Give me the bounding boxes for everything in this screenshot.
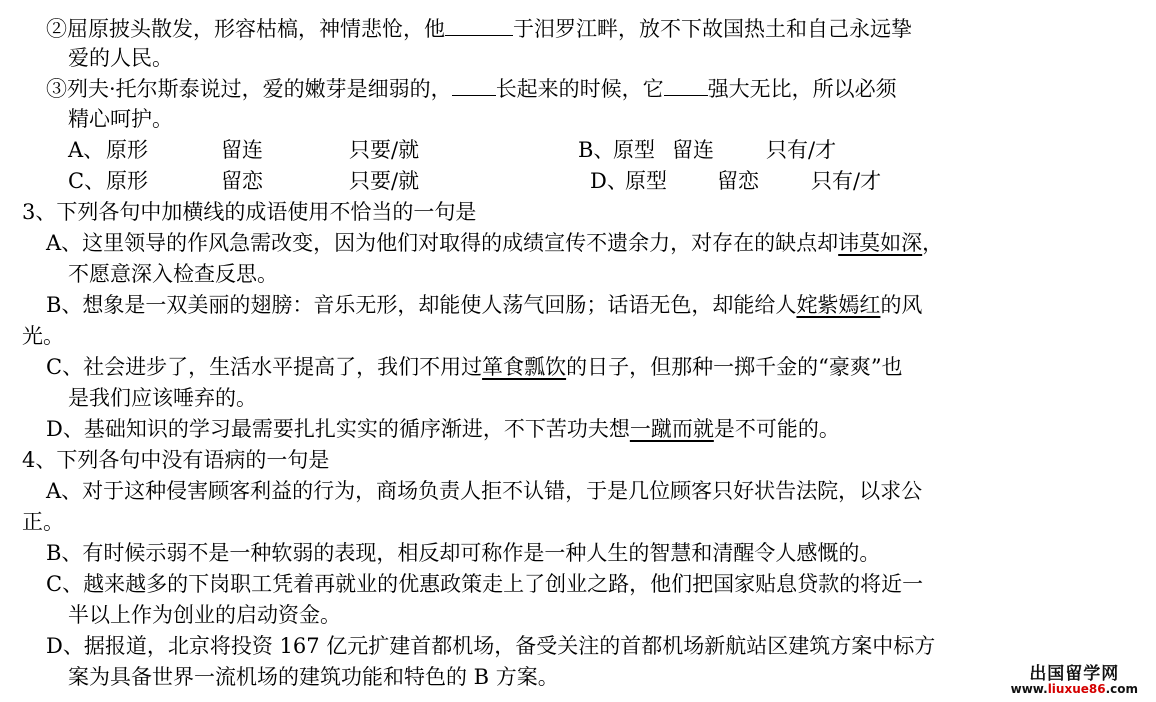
- item-number: ②: [46, 17, 67, 41]
- q3-option-c-line2: 是我们应该唾弃的。: [68, 386, 257, 410]
- q4-option-b-line1: B、有时候示弱不是一种软弱的表现，相反却可称作是一种人生的智慧和清醒令人感慨的。: [46, 541, 881, 565]
- underlined-idiom: 一蹴而就: [629, 417, 714, 441]
- q4-stem: 4、下列各句中没有语病的一句是: [22, 448, 330, 472]
- q4-option-d-line2: 案为具备世界一流机场的建筑功能和特色的 B 方案。: [68, 665, 559, 689]
- option-word: 原型: [625, 169, 667, 193]
- q2-item3-line1: [46, 73, 897, 103]
- watermark-title: 出国留学网: [1029, 663, 1120, 684]
- q3-option-b-line1: [46, 290, 922, 320]
- q3-option-c-line1: [46, 352, 903, 382]
- option-letter: D、: [590, 169, 628, 193]
- watermark-url: www.liuxue86.com: [1010, 682, 1138, 697]
- q2-options-row2: [68, 166, 1068, 196]
- sentence-text: 强大无比，所以必须: [707, 77, 897, 101]
- sentence-text: 精心呵护。: [68, 107, 173, 131]
- underlined-idiom: 讳莫如深: [838, 231, 923, 255]
- q4-option-a-line1: A、对于这种侵害顾客利益的行为，商场负责人拒不认错，于是几位顾客只好状告法院，以求公: [46, 479, 923, 503]
- sentence-text: B、想象是一双美丽的翅膀：音乐无形，却能使人荡气回肠；话语无色，却能给人: [46, 293, 797, 317]
- sentence-text: 的风: [880, 293, 923, 317]
- sentence-text: 列夫·托尔斯泰说过，爱的嫩芽是细弱的，: [67, 77, 452, 101]
- option-letter: A、: [68, 138, 105, 162]
- option-word: 原型: [613, 138, 655, 162]
- fill-blank: [664, 73, 708, 96]
- q3-option-d-line1: [46, 414, 840, 444]
- option-word: 原形: [106, 138, 148, 162]
- sentence-text: 的日子，但那种一掷千金的“豪爽”也: [566, 355, 903, 379]
- q2-item2-line2: [68, 43, 173, 73]
- q4-option-a-line2: 正。: [22, 510, 64, 534]
- q4-option-c-line2: 半以上作为创业的启动资金。: [68, 603, 341, 627]
- q4-option-d-line1: D、据报道，北京将投资 167 亿元扩建首都机场，备受关注的首都机场新航站区建筑方案中标方: [46, 634, 936, 658]
- sentence-text: C、社会进步了，生活水平提高了，我们不用过: [46, 355, 483, 379]
- q3-option-b-line2: 光。: [22, 324, 64, 348]
- option-word: 只有/才: [811, 169, 882, 193]
- q2-options-row1: [68, 135, 1068, 165]
- option-word: 原形: [106, 169, 148, 193]
- option-letter: C、: [68, 169, 106, 193]
- sentence-text: 爱的人民。: [68, 46, 173, 70]
- sentence-text: 长起来的时候，它: [495, 77, 664, 101]
- q3-option-a-line1: [46, 228, 943, 258]
- option-word: 留恋: [221, 169, 263, 193]
- option-word: 留连: [672, 138, 714, 162]
- fill-blank: [445, 13, 513, 36]
- fill-blank: [452, 73, 496, 96]
- option-word: 只要/就: [349, 138, 420, 162]
- site-watermark: [1010, 663, 1138, 697]
- sentence-text: 是不可能的。: [713, 417, 840, 441]
- underlined-idiom: 姹紫嫣红: [796, 293, 881, 317]
- q4-option-c-line1: C、越来越多的下岗职工凭着再就业的优惠政策走上了创业之路，他们把国家贴息贷款的将近一: [46, 572, 924, 596]
- option-word: 只有/才: [766, 138, 837, 162]
- underlined-idiom: 箪食瓢饮: [482, 355, 567, 379]
- q3-stem: 3、下列各句中加横线的成语使用不恰当的一句是: [22, 200, 477, 224]
- option-letter: B、: [578, 138, 615, 162]
- option-word: 留恋: [717, 169, 759, 193]
- q3-option-a-line2: 不愿意深入检查反思。: [68, 262, 278, 286]
- sentence-text: A、这里领导的作风急需改变，因为他们对取得的成绩宣传不遗余力，对存在的缺点却: [46, 231, 839, 255]
- sentence-text: 屈原披头散发，形容枯槁，神情悲怆，他: [67, 17, 445, 41]
- sentence-text: D、基础知识的学习最需要扎扎实实的循序渐进，不下苦功夫想: [46, 417, 630, 441]
- q2-item3-line2: [68, 104, 173, 134]
- item-number: ③: [46, 77, 67, 101]
- sentence-text: ，: [922, 231, 944, 255]
- q2-item2-line1: [46, 13, 912, 43]
- option-word: 只要/就: [349, 169, 420, 193]
- sentence-text: 于汨罗江畔，放不下故国热土和自己永远挚: [513, 17, 912, 41]
- option-word: 留连: [221, 138, 263, 162]
